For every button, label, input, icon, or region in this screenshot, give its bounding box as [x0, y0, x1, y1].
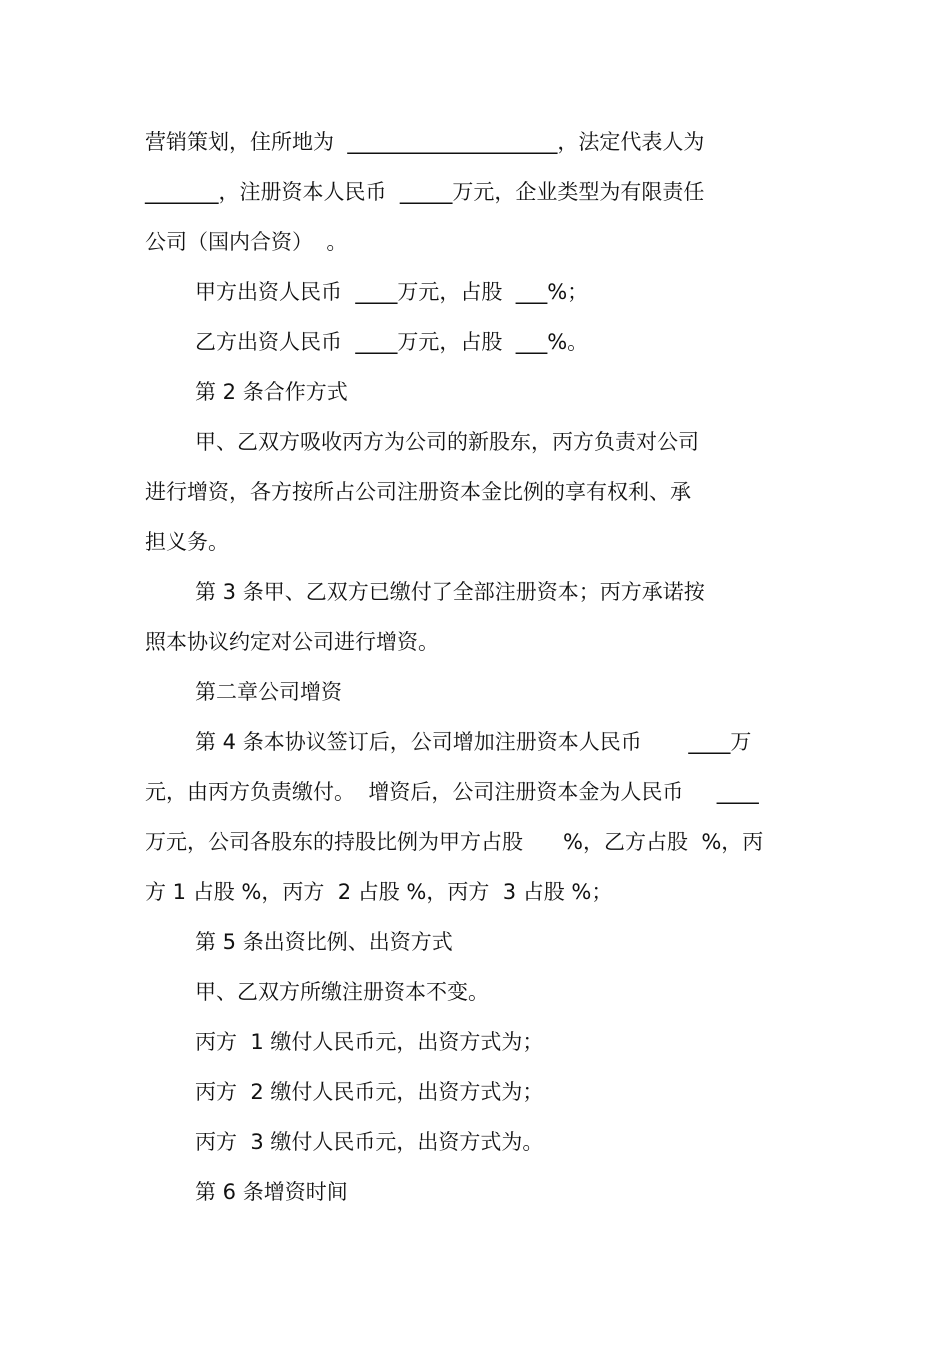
chapter-heading: 第二章公司增资	[195, 680, 342, 704]
text-line: 照本协议约定对公司进行增资。	[145, 630, 439, 654]
text-line: 甲、乙双方吸收丙方为公司的新股东，丙方负责对公司	[195, 430, 699, 454]
text-line: 进行增资，各方按所占公司注册资本金比例的享有权利、承	[145, 480, 691, 504]
text-line: 丙方 1 缴付人民币元，出资方式为；	[195, 1030, 544, 1054]
text-line: 元，由丙方负责缴付。 增资后，公司注册资本金为人民币 ____	[145, 780, 759, 804]
text-line: _______，注册资本人民币 _____万元，企业类型为有限责任	[145, 180, 705, 204]
text-line: 第 4 条本协议签订后，公司增加注册资本人民币 ____万	[195, 730, 752, 754]
text-line: 乙方出资人民币 ____万元，占股 ___%。	[195, 330, 589, 354]
text-line: 甲方出资人民币 ____万元，占股 ___%；	[195, 280, 589, 304]
section-heading: 第 5 条出资比例、出资方式	[195, 930, 453, 954]
text-line: 丙方 2 缴付人民币元，出资方式为；	[195, 1080, 544, 1104]
text-line: 万元，公司各股东的持股比例为甲方占股 %，乙方占股 %，丙	[145, 830, 764, 854]
text-line: 方 1 占股 %，丙方 2 占股 %，丙方 3 占股 %；	[145, 880, 613, 904]
text-line: 第 3 条甲、乙双方已缴付了全部注册资本；丙方承诺按	[195, 580, 705, 604]
section-heading: 第 6 条增资时间	[195, 1180, 348, 1204]
text-line: 担义务。	[145, 530, 229, 554]
text-line: 丙方 3 缴付人民币元，出资方式为。	[195, 1130, 544, 1154]
text-line: 公司（国内合资） 。	[145, 230, 348, 254]
text-line: 甲、乙双方所缴注册资本不变。	[195, 980, 489, 1004]
section-heading: 第 2 条合作方式	[195, 380, 348, 404]
text-line: 营销策划，住所地为 ____________________，法定代表人为	[145, 130, 705, 154]
